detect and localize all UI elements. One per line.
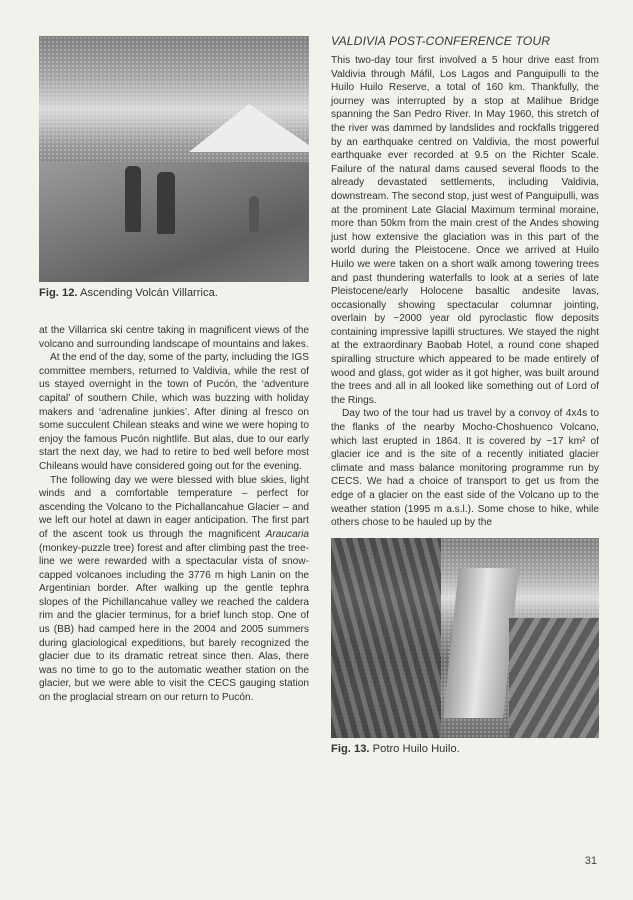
- page-number: 31: [584, 855, 597, 867]
- paragraph: This two-day tour first involved a 5 hour drive east from Valdivia through Máfil, Los Lagos and Panguipulli to the Huilo Huilo Reserve, a total of 160 km. Thankfully, the journey was interrupted by a stop at Malihue Bridge spanning the San Pedro River. In May 1960, this stretch of the river was dammed by landslides and rockfalls triggered by an earthquake centred on Valdivia, the most powerful earthquake ever recorded at 9.5 on the Richter Scale. Failure of the natural dams caused several floods to the already devastated settlements, including Valdivia, downstream. The second stop, just west of Panguipulli, was at the prominent Late Glacial Maximum terminal moraine, more than 50km from the main crest of the Andes showing just how extensive the glaciation was in this part of the world during the Pleistocene. Once we arrived at Huilo Huilo we were taken on a short walk among towering trees and past thundering waterfalls to look at a series of late Pleistocene/early Holocene basaltic andesite lavas, occasionally showing spectacular columnar jointing, overlain by ~2000 year old pyroclastic flow deposits containing impressive lapilli structures. We stayed the night at the extraordinary Baobab Hotel, a round cone shaped spiralling structure which appeared to be made entirely of wood and glass, got wider as it got higher, was built around the trees and all in all looked like something out of Lord of the Rings.: [331, 55, 599, 406]
- figure-13-photo: [331, 538, 599, 738]
- paragraph-part: The following day we were blessed with blue skies, light winds and a comfortable temperature – perfect for ascending the Volcano to the Pichallancahue Glacier – and we left our hotel at dawn in eager anticipation. The first part of the ascent took us through the magnificent: [39, 474, 309, 540]
- figure-12-photo: [39, 36, 309, 282]
- italic-term: Araucaria: [265, 528, 309, 540]
- right-column: [331, 36, 599, 756]
- figure-13-caption: [331, 742, 599, 756]
- figure-12-caption: [39, 286, 309, 300]
- paragraph: [39, 474, 309, 705]
- forest: [331, 538, 441, 738]
- climber: [249, 196, 259, 232]
- paragraph: at the Villarrica ski centre taking in magnificent views of the volcano and surrounding landscape of mountains and lakes.: [39, 325, 309, 350]
- left-body-text: [39, 324, 309, 705]
- paragraph: Day two of the tour had us travel by a convoy of 4x4s to the flanks of the nearby Mocho-Choshuenco Volcano, which last erupted in 1864. It is covered by ~17 km² of glacier ice and is the site of a recently initiated glacier climate and mass balance monitoring programme run by CECS. We had a choice of transport to get us from the edge of a glacier on the east side of the Volcano up to the weather station (1995 m a.s.l.). Some chose to hike, while others chose to be hauled up by the: [331, 408, 599, 529]
- figure-13: [331, 538, 599, 756]
- paragraph: At the end of the day, some of the party, including the IGS committee members, returned to Valdivia, while the rest of us stayed overnight in the town of Pucón, the ‘adventure capital’ of southern Chile, which was buzzing with holiday makers and ‘adrenaline junkies’. After dining al fresco on some succulent Chilean steaks and wine we were hoping to enjoy the famous Pucón nightlife. But alas, due to our early start the next day, we had to retire to bed well before most Chileans would have considered going out for the evening.: [39, 352, 309, 472]
- section-heading: VALDIVIA POST-CONFERENCE TOUR: [331, 34, 551, 48]
- right-body-text: [331, 54, 599, 530]
- figure-12-caption-text: Ascending Volcán Villarrica.: [80, 287, 218, 299]
- paragraph-part: (monkey-puzzle tree) forest and after climbing past the tree-line we were rewarded with a spectacular vista of snow-capped volcanoes including the 3776 m high Lanin on the Argentinian border. After walking up the gentle tephra slopes of the Pichillancahue valley we reached the caldera rim and the glacier terminus, for a brief lunch stop. One of us (BB) had camped here in the 2004 and 2005 summers during glaciological expeditions, but barely recognized the glacier due to its dramatic retreat since then. Alas, there was no time to go to the automatic weather station on the glacier, but we were able to visit the CECS gauging station on the proglacial stream on our return to Pucón.: [39, 542, 309, 704]
- climber: [125, 166, 141, 232]
- volcano-peak: [189, 104, 309, 152]
- rock-face: [509, 618, 599, 738]
- waterfall: [443, 568, 519, 718]
- figure-12-label: Fig. 12.: [39, 287, 78, 299]
- figure-13-caption-text: Potro Huilo Huilo.: [372, 742, 460, 755]
- left-column: [39, 36, 309, 705]
- figure-13-label: Fig. 13.: [331, 742, 370, 755]
- climber: [157, 172, 175, 234]
